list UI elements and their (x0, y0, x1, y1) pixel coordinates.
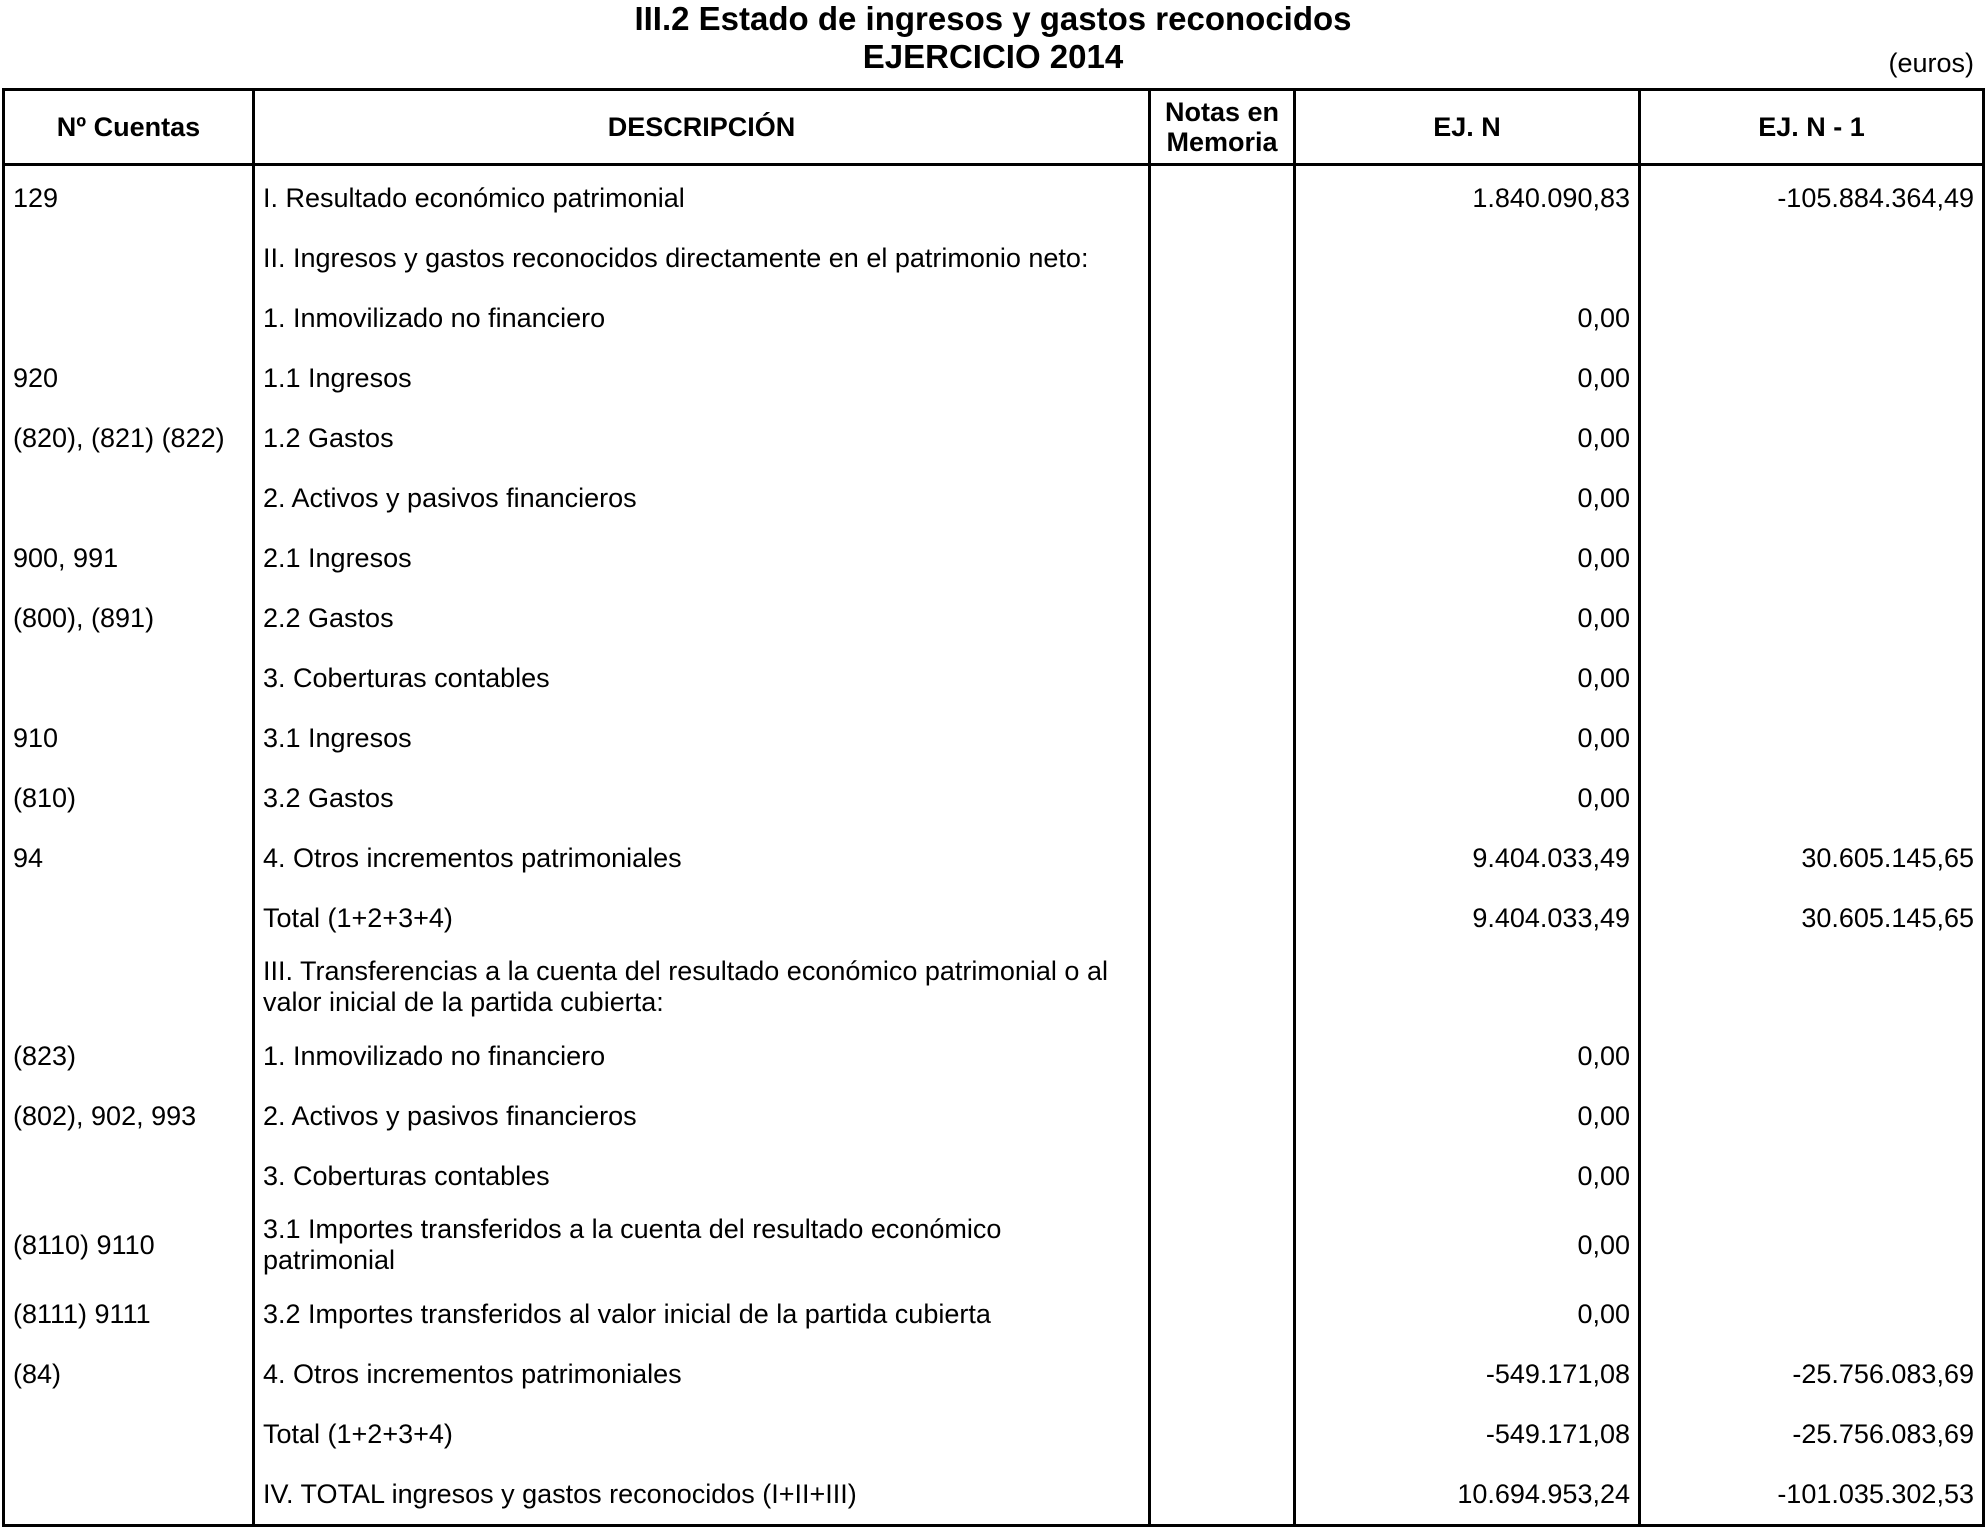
cell-ej-n: 0,00 (1295, 528, 1640, 588)
cell-notas (1150, 1206, 1295, 1284)
cell-ej-n: 0,00 (1295, 588, 1640, 648)
cell-ej-n1 (1640, 948, 1984, 1026)
cell-descripcion: 3.2 Importes transferidos al valor inicial de la partida cubierta (254, 1284, 1150, 1344)
table-row (4, 828, 1984, 888)
table-row (4, 228, 1984, 288)
table-row (4, 1146, 1984, 1206)
cell-cuenta (4, 468, 254, 528)
cell-ej-n1 (1640, 228, 1984, 288)
cell-ej-n: 0,00 (1295, 348, 1640, 408)
table-row (4, 768, 1984, 828)
cell-ej-n1: -25.756.083,69 (1640, 1344, 1984, 1404)
cell-ej-n: -549.171,08 (1295, 1344, 1640, 1404)
table-row (4, 408, 1984, 468)
cell-cuenta: (84) (4, 1344, 254, 1404)
cell-notas (1150, 1464, 1295, 1526)
cell-cuenta (4, 1146, 254, 1206)
cell-cuenta (4, 1404, 254, 1464)
cell-cuenta: 900, 991 (4, 528, 254, 588)
cell-descripcion: IV. TOTAL ingresos y gastos reconocidos (I+II+III) (254, 1464, 1150, 1526)
header-ej-n: EJ. N (1295, 90, 1640, 165)
cell-ej-n1 (1640, 288, 1984, 348)
cell-descripcion: 1. Inmovilizado no financiero (254, 1026, 1150, 1086)
cell-ej-n1 (1640, 408, 1984, 468)
cell-descripcion: 3.1 Ingresos (254, 708, 1150, 768)
cell-descripcion: 1.1 Ingresos (254, 348, 1150, 408)
cell-ej-n: 0,00 (1295, 468, 1640, 528)
cell-ej-n: 0,00 (1295, 1146, 1640, 1206)
income-expense-table (2, 88, 1985, 1527)
cell-ej-n: 0,00 (1295, 1206, 1640, 1284)
cell-ej-n1 (1640, 528, 1984, 588)
cell-notas (1150, 1284, 1295, 1344)
cell-ej-n: 0,00 (1295, 1284, 1640, 1344)
table-row (4, 588, 1984, 648)
table-row (4, 1404, 1984, 1464)
cell-ej-n1 (1640, 708, 1984, 768)
header-descripcion: DESCRIPCIÓN (254, 90, 1150, 165)
report-title: III.2 Estado de ingresos y gastos reconocidos (634, 0, 1352, 37)
table-row (4, 1284, 1984, 1344)
cell-notas (1150, 288, 1295, 348)
report-subtitle: EJERCICIO 2014 (862, 38, 1124, 75)
cell-ej-n1 (1640, 1284, 1984, 1344)
cell-descripcion: 2. Activos y pasivos financieros (254, 468, 1150, 528)
cell-ej-n1: 30.605.145,65 (1640, 828, 1984, 888)
header-notas-line1: Notas en (1164, 97, 1280, 127)
cell-ej-n1: -25.756.083,69 (1640, 1404, 1984, 1464)
table-row (4, 165, 1984, 229)
cell-cuenta: 910 (4, 708, 254, 768)
cell-notas (1150, 888, 1295, 948)
cell-descripcion: 3.1 Importes transferidos a la cuenta del resultado económico patrimonial (254, 1206, 1150, 1284)
table-row (4, 1344, 1984, 1404)
cell-cuenta: 920 (4, 348, 254, 408)
cell-ej-n: 0,00 (1295, 768, 1640, 828)
header-cuentas: Nº Cuentas (4, 90, 254, 165)
cell-ej-n: 9.404.033,49 (1295, 888, 1640, 948)
table-row (4, 888, 1984, 948)
header-notas-line2: Memoria (1166, 127, 1278, 157)
cell-notas (1150, 768, 1295, 828)
cell-ej-n1 (1640, 1146, 1984, 1206)
table-header-row (4, 90, 1984, 165)
cell-cuenta (4, 948, 254, 1026)
cell-cuenta (4, 648, 254, 708)
cell-descripcion: 3. Coberturas contables (254, 648, 1150, 708)
table-row (4, 948, 1984, 1026)
cell-descripcion: 3. Coberturas contables (254, 1146, 1150, 1206)
cell-descripcion: 2.1 Ingresos (254, 528, 1150, 588)
table-row (4, 288, 1984, 348)
cell-descripcion: 3.2 Gastos (254, 768, 1150, 828)
cell-cuenta (4, 288, 254, 348)
cell-notas (1150, 1086, 1295, 1146)
cell-ej-n: 9.404.033,49 (1295, 828, 1640, 888)
cell-ej-n: -549.171,08 (1295, 1404, 1640, 1464)
cell-descripcion: Total (1+2+3+4) (254, 1404, 1150, 1464)
cell-descripcion: I. Resultado económico patrimonial (254, 165, 1150, 229)
cell-cuenta (4, 228, 254, 288)
cell-notas (1150, 408, 1295, 468)
cell-ej-n1: 30.605.145,65 (1640, 888, 1984, 948)
cell-notas (1150, 228, 1295, 288)
cell-ej-n (1295, 948, 1640, 1026)
cell-notas (1150, 1146, 1295, 1206)
cell-descripcion: III. Transferencias a la cuenta del resultado económico patrimonial o al valor inicial de la partida cubierta: (254, 948, 1150, 1026)
cell-notas (1150, 468, 1295, 528)
cell-cuenta: (8111) 9111 (4, 1284, 254, 1344)
table-row (4, 708, 1984, 768)
cell-cuenta: (800), (891) (4, 588, 254, 648)
cell-descripcion: 1.2 Gastos (254, 408, 1150, 468)
cell-ej-n: 1.840.090,83 (1295, 165, 1640, 229)
cell-notas (1150, 348, 1295, 408)
table-row (4, 648, 1984, 708)
header-notas (1150, 90, 1295, 165)
cell-descripcion: 2. Activos y pasivos financieros (254, 1086, 1150, 1146)
table-row (4, 468, 1984, 528)
table-row (4, 1086, 1984, 1146)
cell-descripcion: 4. Otros incrementos patrimoniales (254, 828, 1150, 888)
cell-ej-n: 10.694.953,24 (1295, 1464, 1640, 1526)
cell-ej-n1: -101.035.302,53 (1640, 1464, 1984, 1526)
cell-ej-n: 0,00 (1295, 288, 1640, 348)
cell-notas (1150, 528, 1295, 588)
cell-cuenta: (820), (821) (822) (4, 408, 254, 468)
cell-descripcion: 1. Inmovilizado no financiero (254, 288, 1150, 348)
cell-notas (1150, 1026, 1295, 1086)
cell-notas (1150, 1404, 1295, 1464)
cell-cuenta (4, 888, 254, 948)
currency-units: (euros) (1888, 48, 1974, 78)
cell-ej-n: 0,00 (1295, 708, 1640, 768)
cell-notas (1150, 828, 1295, 888)
table-row (4, 1206, 1984, 1284)
cell-ej-n: 0,00 (1295, 1086, 1640, 1146)
cell-notas (1150, 648, 1295, 708)
table-row (4, 1026, 1984, 1086)
cell-notas (1150, 588, 1295, 648)
cell-ej-n: 0,00 (1295, 408, 1640, 468)
cell-cuenta (4, 1464, 254, 1526)
cell-ej-n1 (1640, 468, 1984, 528)
cell-notas (1150, 1344, 1295, 1404)
cell-ej-n1 (1640, 1026, 1984, 1086)
cell-cuenta: (823) (4, 1026, 254, 1086)
cell-descripcion: 4. Otros incrementos patrimoniales (254, 1344, 1150, 1404)
cell-ej-n: 0,00 (1295, 1026, 1640, 1086)
cell-notas (1150, 948, 1295, 1026)
header-ej-n1: EJ. N - 1 (1640, 90, 1984, 165)
cell-ej-n1 (1640, 768, 1984, 828)
table-body (4, 165, 1984, 1526)
cell-ej-n1 (1640, 1206, 1984, 1284)
cell-ej-n1: -105.884.364,49 (1640, 165, 1984, 229)
cell-ej-n: 0,00 (1295, 648, 1640, 708)
cell-notas (1150, 708, 1295, 768)
cell-cuenta: (810) (4, 768, 254, 828)
cell-cuenta: 94 (4, 828, 254, 888)
cell-cuenta: (802), 902, 993 (4, 1086, 254, 1146)
cell-descripcion: II. Ingresos y gastos reconocidos directamente en el patrimonio neto: (254, 228, 1150, 288)
table-row (4, 348, 1984, 408)
cell-ej-n1 (1640, 648, 1984, 708)
table-row (4, 1464, 1984, 1526)
cell-descripcion: 2.2 Gastos (254, 588, 1150, 648)
table-row (4, 528, 1984, 588)
cell-cuenta: 129 (4, 165, 254, 229)
cell-ej-n1 (1640, 1086, 1984, 1146)
cell-descripcion: Total (1+2+3+4) (254, 888, 1150, 948)
cell-cuenta: (8110) 9110 (4, 1206, 254, 1284)
cell-ej-n (1295, 228, 1640, 288)
cell-notas (1150, 165, 1295, 229)
cell-ej-n1 (1640, 588, 1984, 648)
cell-ej-n1 (1640, 348, 1984, 408)
